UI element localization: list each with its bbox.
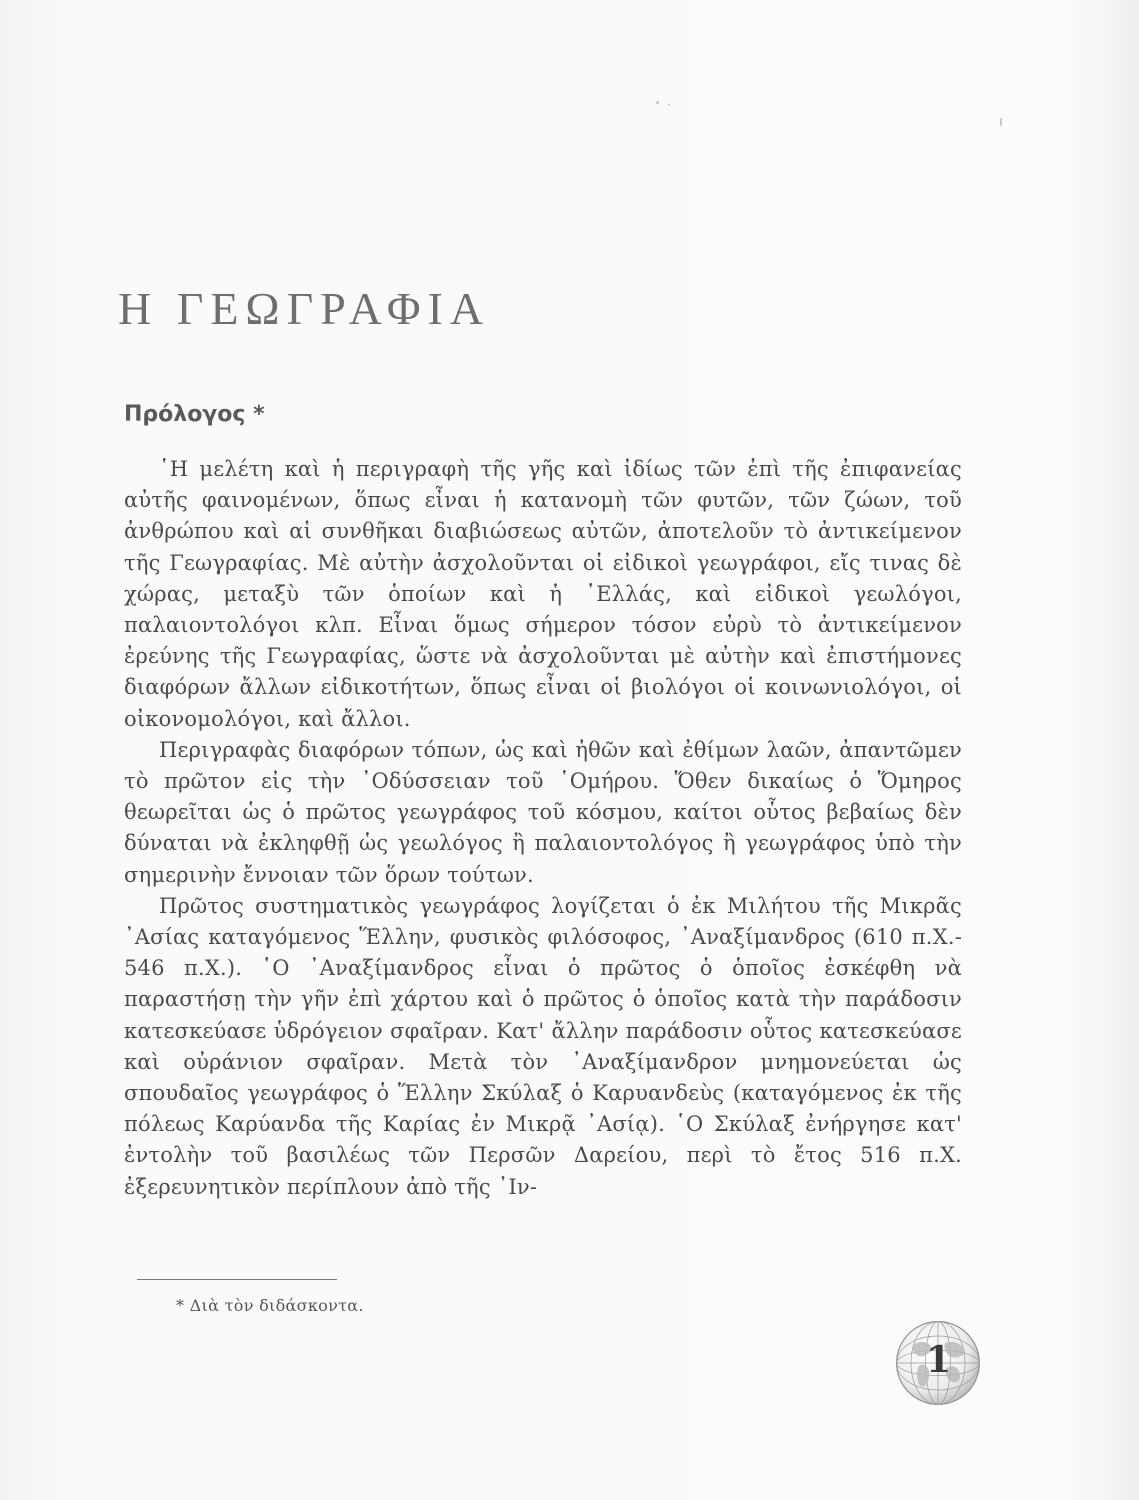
paragraph: ῾Η μελέτη καὶ ἡ περιγραφὴ τῆς γῆς καὶ ἰδίως τῶν ἐπὶ τῆς ἐπιφανείας αὐτῆς φαινομένων, ὅπως εἶναι ἡ κατανομὴ τῶν φυτῶν, τῶν ζώων, τοῦ ἀνθρώπου καὶ αἱ συνθῆκαι διαβιώσεως αὐτῶν, ἀποτελοῦν τὸ ἀντικείμενον τῆς Γεωγραφίας. Μὲ αὐτὴν ἀσχολοῦνται οἱ εἰδικοὶ γεωγράφοι, εἴς τινας δὲ χώρας, μεταξὺ τῶν ὁποίων καὶ ἡ ῾Ελλάς, καὶ εἰδικοὶ γεωλόγοι, παλαιοντολόγοι κλπ. Εἶναι ὅμως σήμερον τόσον εὐρὺ τὸ ἀντικείμενον ἐρεύνης τῆς Γεωγραφίας, ὥστε νὰ ἀσχολοῦνται μὲ αὐτὴν καὶ ἐπιστήμονες διαφόρων ἄλλων εἰδικοτήτων, ὅπως εἶναι οἱ βιολόγοι οἱ κοινωνιολόγοι, οἱ οἰκονομολόγοι, καὶ ἄλλοι.	[124, 457, 962, 731]
section-heading	[124, 402, 265, 427]
footnote-rule	[137, 1279, 337, 1280]
body-text	[124, 454, 962, 1203]
scan-speck	[668, 104, 670, 106]
paragraph: Πρῶτος συστηματικὸς γεωγράφος λογίζεται ὁ ἐκ Μιλήτου τῆς Μικρᾶς ᾿Ασίας καταγόμενος Ἕλλην, φυσικὸς φιλόσοφος, ᾿Αναξίμανδρος (610 π.Χ.- 546 π.Χ.). ῾Ο ᾿Αναξίμανδρος εἶναι ὁ πρῶτος ὁ ὁποῖος ἐσκέφθη νὰ παραστήσῃ τὴν γῆν ἐπὶ χάρτου καὶ ὁ πρῶτος ὁ ὁποῖος κατὰ τὴν παράδοσιν κατεσκεύασε ὑδρόγειον σφαῖραν. Κατ' ἄλλην παράδοσιν οὗτος κατεσκεύασε καὶ οὐράνιον σφαῖραν. Μετὰ τὸν ᾿Αναξίμανδρον μνημονεύεται ὡς σπουδαῖος γεωγράφος ὁ Ἕλλην Σκύλαξ ὁ Καρυανδεὺς (καταγόμενος ἐκ τῆς πόλεως Καρύανδα τῆς Καρίας ἐν Μικρᾷ ᾿Ασίᾳ). ῾Ο Σκύλαξ ἐνήργησε κατ' ἐντολὴν τοῦ βασιλέως τῶν Περσῶν Δαρείου, περὶ τὸ ἔτος 516 π.Χ. ἐξερευνητικὸν περίπλουν ἀπὸ τῆς ᾿Ιν-	[124, 893, 962, 1199]
section-heading-text: Πρόλογος	[124, 402, 246, 427]
section-heading-footnote-mark: *	[253, 402, 265, 427]
footnote: * Διὰ τὸν διδάσκοντα.	[176, 1296, 364, 1315]
paragraph: Περιγραφὰς διαφόρων τόπων, ὡς καὶ ἠθῶν καὶ ἐθίμων λαῶν, ἀπαντῶμεν τὸ πρῶτον εἰς τὴν ᾿Οδύσσειαν τοῦ ῾Ομήρου. Ὅθεν δικαίως ὁ Ὅμηρος θεωρεῖται ὡς ὁ πρῶτος γεωγράφος τοῦ κόσμου, καίτοι οὗτος βεβαίως δὲν δύναται νὰ ἐκληφθῇ ὡς γεωλόγος ἢ παλαιοντολόγος ἢ γεωγράφος ὑπὸ τὴν σημερινὴν ἔννοιαν τῶν ὅρων τούτων.	[124, 737, 962, 887]
page-title: Η ΓΕΩΓΡΑΦΙΑ	[118, 283, 491, 334]
page-number: 1	[926, 1339, 952, 1381]
scan-speck	[1000, 118, 1002, 126]
scan-speck	[656, 101, 659, 104]
